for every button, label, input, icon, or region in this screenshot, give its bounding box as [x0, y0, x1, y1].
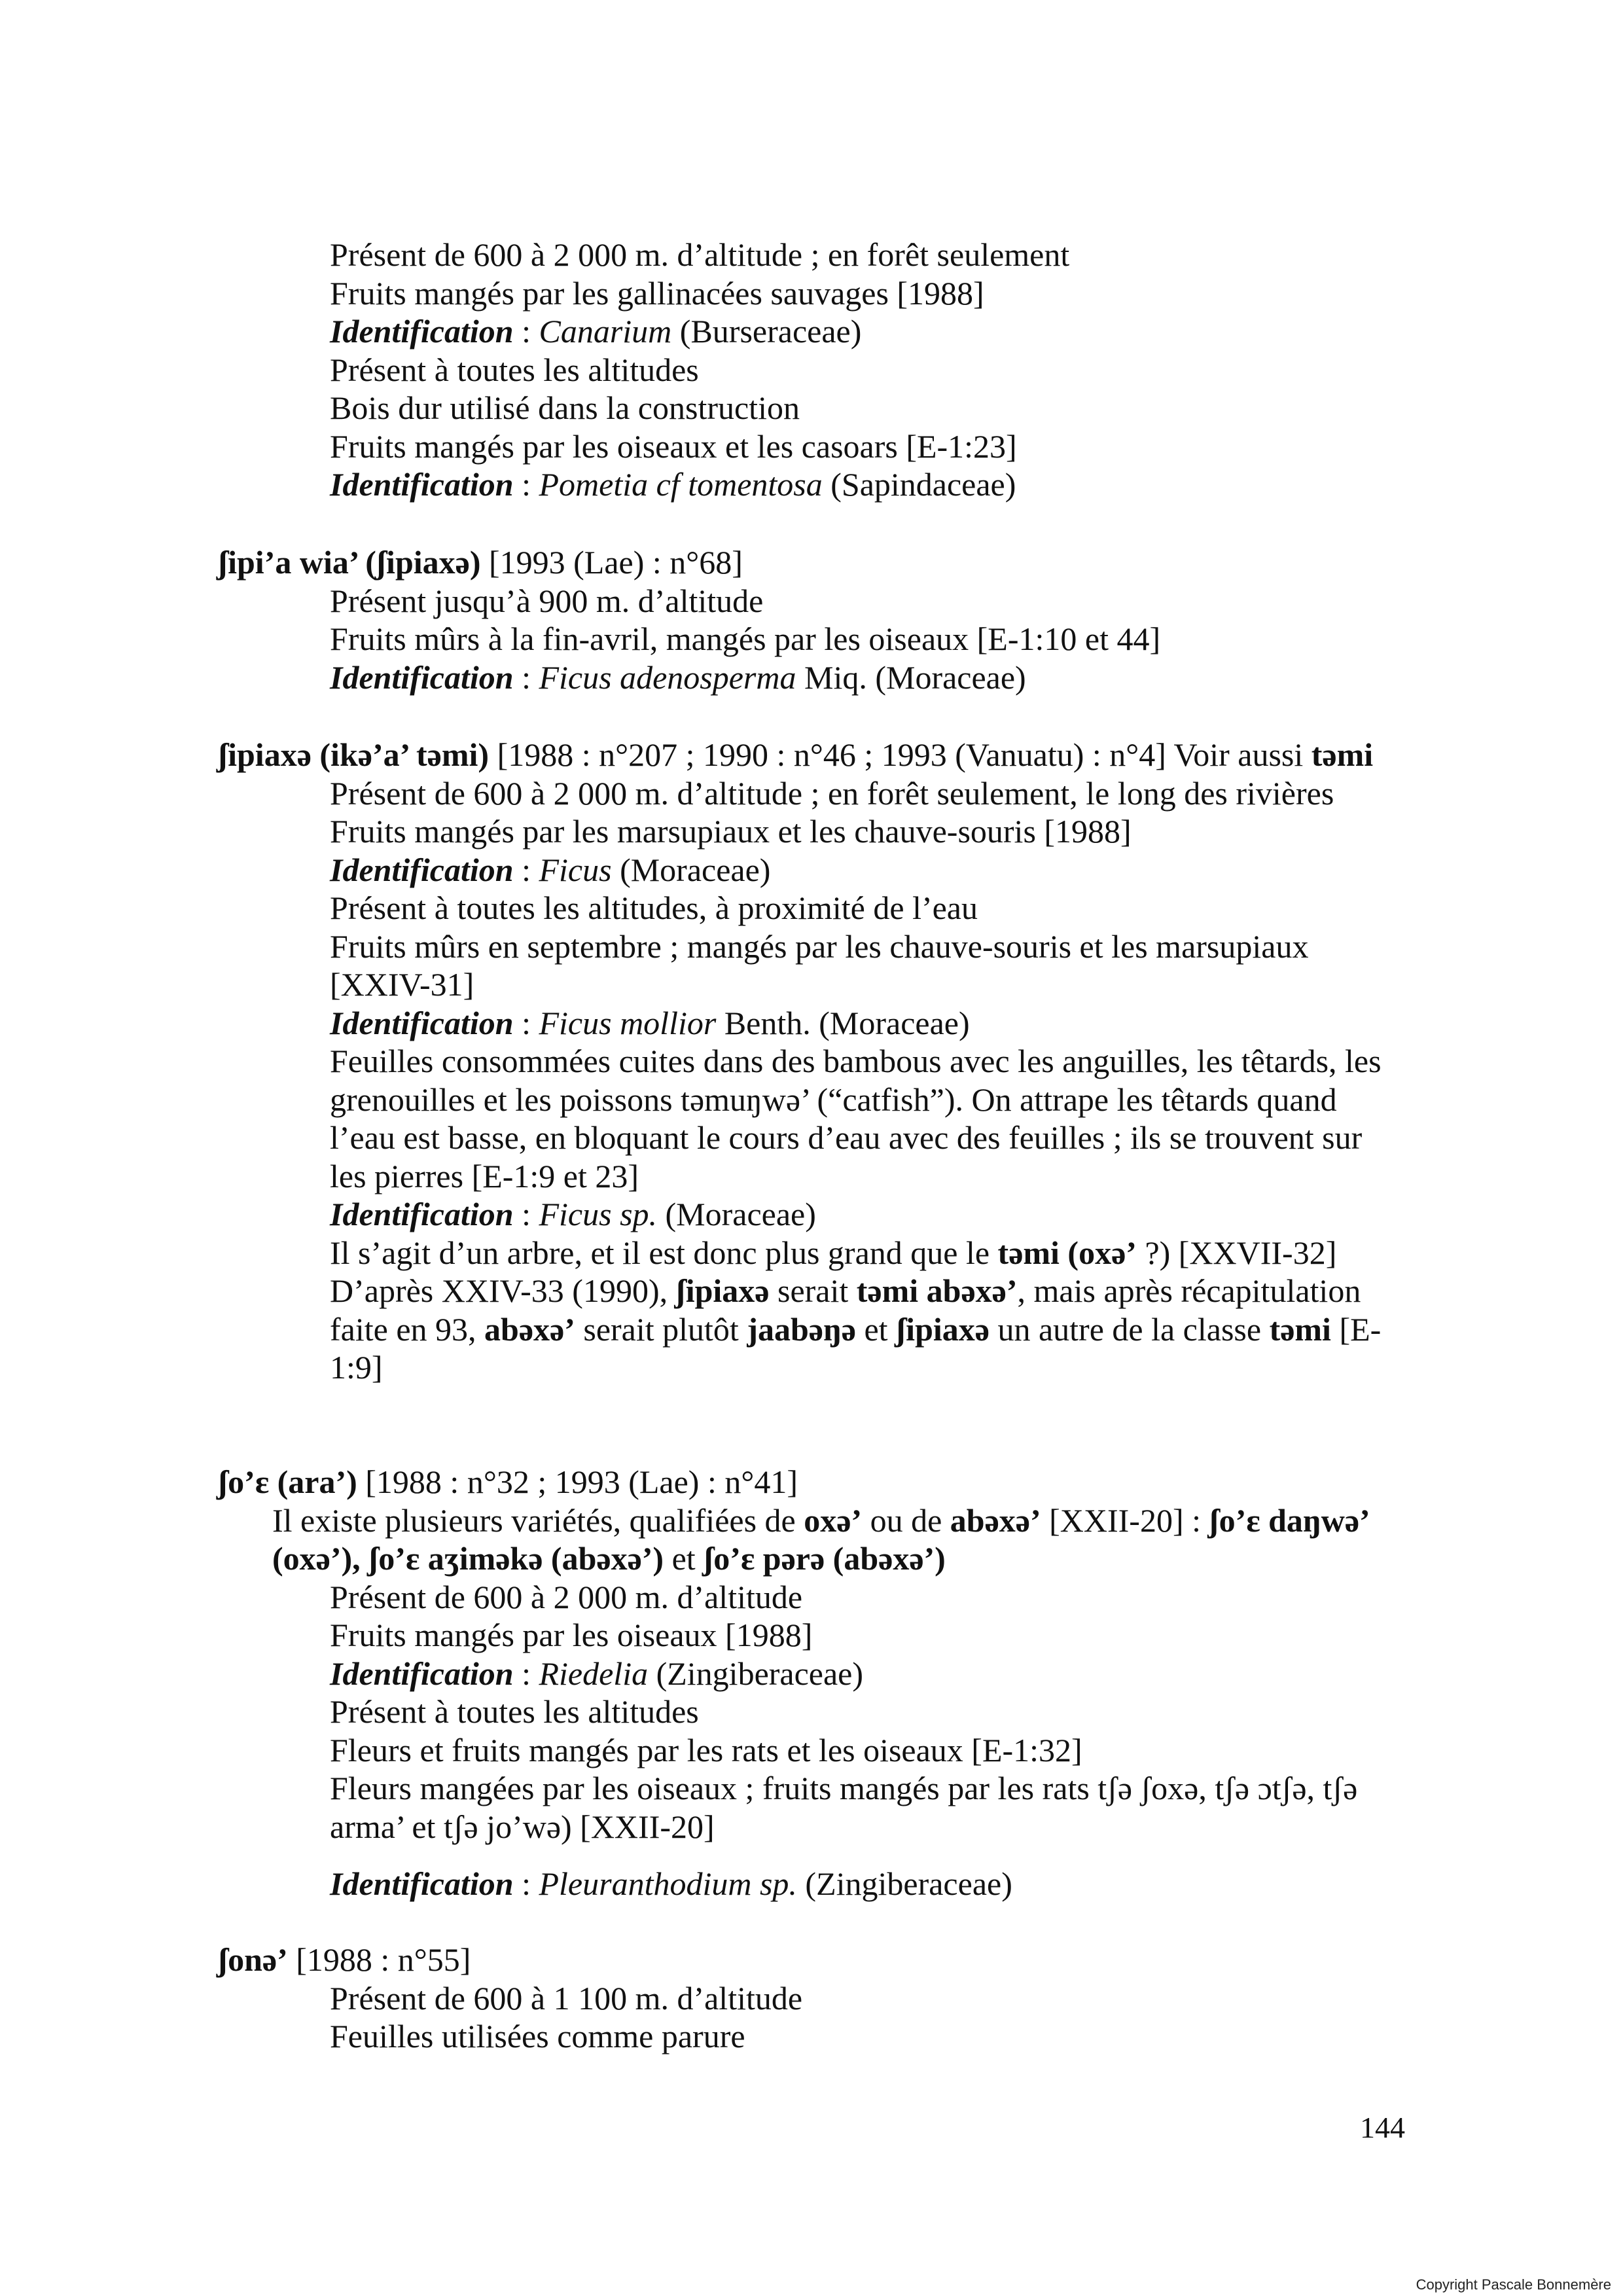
identification-label: Identification — [330, 1655, 514, 1692]
text-segment: Présent jusqu’à 900 m. d’altitude — [330, 582, 764, 619]
text-segment: : — [513, 658, 539, 696]
identification-label: Identification — [330, 658, 514, 696]
text-segment: [1988 : n°32 ; 1993 (Lae) : n°41] — [357, 1463, 798, 1500]
entry-line — [0, 1731, 1393, 1770]
entry-line — [0, 889, 1393, 927]
identification-label: Identification — [330, 1004, 514, 1041]
text-segment: : — [513, 1865, 539, 1902]
entry-heading — [0, 543, 1393, 582]
text-segment: Présent à toutes les altitudes — [330, 1693, 699, 1730]
identification-label: Identification — [330, 466, 514, 503]
entry-line — [0, 2017, 1393, 2056]
term-text: abəxə’ — [950, 1501, 1041, 1539]
term-text: ʃo’ɛ pərə (abəxə’) — [704, 1540, 946, 1577]
entry-shone — [0, 1941, 1393, 2056]
identification-label: Identification — [330, 851, 514, 888]
taxon-name: Ficus — [539, 851, 612, 888]
text-segment: Présent de 600 à 2 000 m. d’altitude ; en forêt seulement — [330, 236, 1070, 273]
text-segment: (Moraceae) — [611, 851, 771, 888]
text-segment: [1988 : n°207 ; 1990 : n°46 ; 1993 (Vanuatu) : n°4] Voir aussi — [489, 736, 1311, 773]
entry-line — [0, 620, 1393, 658]
text-segment: (Zingiberaceae) — [648, 1655, 864, 1692]
text-segment: (Moraceae) — [657, 1196, 816, 1232]
term-text: ʃo’ɛ (ara’) — [218, 1463, 357, 1500]
entry-line — [0, 1578, 1393, 1617]
text-segment: : — [513, 1196, 539, 1232]
text-segment: un autre de la classe — [989, 1310, 1270, 1348]
text-segment: ou de — [862, 1501, 950, 1539]
entry-line — [0, 465, 1393, 504]
text-segment: : — [513, 1004, 539, 1041]
text-segment: (Zingiberaceae) — [796, 1865, 1012, 1902]
term-text: jaabəŋə — [747, 1310, 856, 1348]
text-segment: Benth. (Moraceae) — [716, 1004, 970, 1041]
text-segment: [1988 : n°55] — [287, 1941, 471, 1978]
term-text: ʃo’ɛ daŋwə’ (oxə’), ʃo’ɛ aʒiməkə (abəxə’) — [272, 1501, 1368, 1577]
text-segment: Miq. (Moraceae) — [796, 658, 1026, 696]
text-segment: Présent à toutes les altitudes, à proximité de l’eau — [330, 889, 978, 926]
entry-line — [0, 1655, 1393, 1693]
entry-line — [0, 1004, 1393, 1043]
text-segment: Fruits mangés par les oiseaux [1988] — [330, 1617, 813, 1653]
entry-line — [0, 1693, 1393, 1731]
entry-line — [0, 1979, 1393, 2018]
term-text: ʃipi’a wia’ (ʃipiaxə) — [218, 544, 481, 581]
text-segment: Présent de 600 à 2 000 m. d’altitude ; en forêt seulement, le long des rivières — [330, 774, 1334, 812]
entry-heading — [0, 1463, 1393, 1501]
text-segment: Fruits mangés par les gallinacées sauvages [1988] — [330, 274, 984, 312]
entry-line — [0, 312, 1393, 351]
text-segment: Présent de 600 à 2 000 m. d’altitude — [330, 1578, 803, 1615]
entry-line — [0, 427, 1393, 466]
entry-continuation — [0, 236, 1393, 504]
text-segment: Bois dur utilisé dans la construction — [330, 389, 800, 426]
text-segment: Feuilles consommées cuites dans des bambous avec les anguilles, les têtards, les grenouilles et les poissons təmuŋwə’ (“catfish”). On attrape les têtards quand l’eau est basse, en bloquant le cours d’eau avec des feuilles ; ils se trouvent sur les pierres [E-1:9 et 23] — [330, 1043, 1382, 1194]
taxon-name: Pleuranthodium sp. — [539, 1865, 797, 1902]
term-text: təmi — [1311, 736, 1374, 773]
term-text: ʃipiaxə (ikə’a’ təmi) — [218, 736, 490, 773]
entry-line — [0, 1234, 1393, 1272]
text-segment: ?) [XXVII-32] — [1136, 1234, 1337, 1271]
text-segment: Fleurs mangées par les oiseaux ; fruits mangés par les rats tʃə ʃoxə, tʃə ɔtʃə, tʃə arma’ et tʃə jo’wə) [XXII-20] — [330, 1770, 1358, 1845]
entry-shoe — [0, 1463, 1393, 1903]
text-segment: et — [855, 1310, 897, 1348]
entry-shipi-a-wia — [0, 543, 1393, 696]
taxon-name: Ficus adenosperma — [539, 658, 796, 696]
text-segment: [1993 (Lae) : n°68] — [480, 544, 743, 581]
text-segment: (Burseraceae) — [671, 313, 862, 350]
entry-line — [0, 812, 1393, 851]
entry-line — [0, 389, 1393, 427]
entry-line — [0, 774, 1393, 813]
term-text: təmi (oxə’ — [997, 1234, 1137, 1271]
text-segment: serait — [769, 1272, 857, 1309]
taxon-name: Riedelia — [539, 1655, 649, 1692]
text-segment: D’après XXIV-33 (1990), — [330, 1272, 676, 1309]
entry-line — [0, 851, 1393, 889]
taxon-name: Ficus mollior — [539, 1004, 717, 1041]
copyright-notice: Copyright Pascale Bonnemère — [1416, 2276, 1611, 2293]
taxon-name: Pometia cf tomentosa — [539, 466, 823, 503]
text-segment: Fruits mangés par les marsupiaux et les chauve-souris [1988] — [330, 813, 1132, 850]
text-segment: Il existe plusieurs variétés, qualifiées de — [272, 1501, 804, 1539]
entry-heading — [0, 1941, 1393, 1979]
text-segment: Feuilles utilisées comme parure — [330, 2018, 745, 2054]
entry-line — [0, 927, 1393, 1004]
text-segment: (Sapindaceae) — [822, 466, 1016, 503]
entry-heading — [0, 736, 1393, 774]
text-segment: Fleurs et fruits mangés par les rats et les oiseaux [E-1:32] — [330, 1731, 1082, 1768]
text-segment: Il s’agit d’un arbre, et il est donc plus grand que le — [330, 1234, 998, 1271]
identification-label: Identification — [330, 1196, 514, 1232]
entry-shipiaxe — [0, 736, 1393, 1387]
entry-line — [0, 1865, 1393, 1903]
text-segment: Présent à toutes les altitudes — [330, 351, 699, 388]
entry-line — [0, 1042, 1393, 1195]
term-text: ʃonə’ — [218, 1941, 288, 1978]
identification-label: Identification — [330, 313, 514, 350]
entry-line — [0, 582, 1393, 620]
entry-line — [0, 351, 1393, 389]
text-segment: : — [513, 313, 539, 350]
term-text: abəxə’ — [484, 1310, 575, 1348]
entry-line — [0, 658, 1393, 697]
text-segment: Fruits mangés par les oiseaux et les casoars [E-1:23] — [330, 427, 1017, 465]
entry-line — [0, 1272, 1393, 1387]
taxon-name: Canarium — [539, 313, 672, 350]
term-text: təmi abəxə’ — [856, 1272, 1018, 1309]
entry-line — [0, 274, 1393, 313]
text-segment: , mais après récapitulation faite en 93, — [330, 1272, 1361, 1348]
entry-line — [0, 1616, 1393, 1655]
text-segment: : — [513, 1655, 539, 1692]
term-text: oxə’ — [804, 1501, 863, 1539]
term-text: ʃipiaxə — [896, 1310, 990, 1348]
entry-line — [0, 1195, 1393, 1234]
text-segment: et — [664, 1540, 704, 1577]
entry-line — [0, 236, 1393, 274]
text-segment: Présent de 600 à 1 100 m. d’altitude — [330, 1979, 803, 2017]
identification-label: Identification — [330, 1865, 514, 1902]
text-segment: : — [513, 851, 539, 888]
term-text: təmi — [1269, 1310, 1331, 1348]
text-segment: Fruits mûrs en septembre ; mangés par les chauve-souris et les marsupiaux [XXIV-31] — [330, 927, 1309, 1003]
text-segment: [E-1:9] — [330, 1310, 1382, 1386]
page-number: 144 — [1360, 2111, 1405, 2144]
term-text: ʃipiaxə — [675, 1272, 770, 1309]
text-segment: serait plutôt — [575, 1310, 747, 1348]
text-segment: : — [513, 466, 539, 503]
text-segment: Fruits mûrs à la fin-avril, mangés par les oiseaux [E-1:10 et 44] — [330, 620, 1161, 657]
text-segment: [XXII-20] : — [1041, 1501, 1209, 1539]
entry-intro — [0, 1501, 1393, 1578]
entry-line — [0, 1769, 1393, 1846]
taxon-name: Ficus sp. — [539, 1196, 658, 1232]
